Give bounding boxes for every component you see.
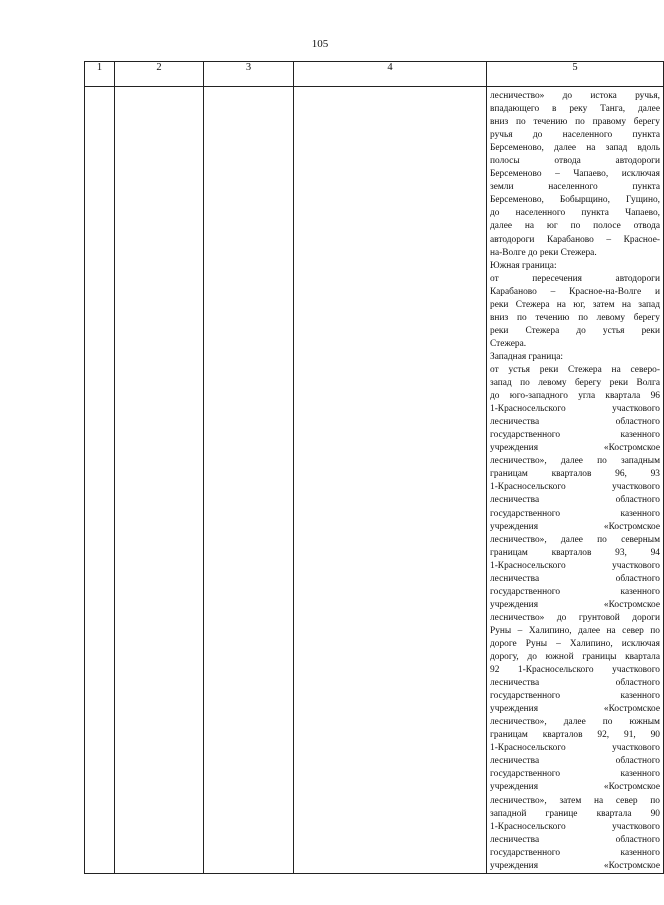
text-line: Руны – Халипино, далее на север по — [490, 625, 660, 636]
text-line: дороге Руны – Халипино, исключая — [490, 638, 660, 649]
text-line: государственного казенного — [490, 586, 660, 597]
text-line: 1-Красносельского участкового — [490, 404, 660, 415]
text-line: государственного казенного — [490, 430, 660, 441]
text-line: 1-Красносельского участкового — [490, 743, 660, 754]
text-line: запад по левому берегу реки Волга — [490, 378, 660, 389]
text-line: лесничество», затем на север по — [490, 795, 660, 806]
text-line: Стежера. — [490, 338, 527, 349]
text-line: реки Стежера до устья реки — [490, 325, 660, 336]
column-header-3: 3 — [204, 62, 294, 87]
boundary-table — [84, 61, 664, 874]
text-line: 1-Красносельского участкового — [490, 560, 660, 571]
text-line: лесничество» до истока ручья, — [490, 91, 660, 101]
text-line: Берсеменово, Бобырщино, Гущино, — [490, 195, 660, 206]
cell-column-2 — [115, 87, 204, 874]
table-row — [85, 87, 664, 874]
text-line: лесничества областного — [490, 678, 660, 689]
cell-column-5-boundary-description — [487, 87, 664, 874]
text-line: на-Волге до реки Стежера. — [490, 247, 597, 258]
text-line: государственного казенного — [490, 769, 660, 780]
text-line: 1-Красносельского участкового — [490, 482, 660, 493]
text-line: учреждения «Костромское — [490, 782, 660, 793]
text-line: лесничества областного — [490, 495, 660, 506]
text-line: учреждения «Костромское — [490, 704, 660, 715]
text-line: далее на юг по полосе отвода — [490, 221, 660, 232]
text-line: Западная граница: — [490, 351, 564, 362]
text-line: границам кварталов 92, 91, 90 — [490, 730, 660, 741]
text-line: учреждения «Костромское — [490, 443, 660, 454]
table-header-row — [85, 62, 664, 87]
text-line: вниз по течению по правому берегу — [490, 117, 660, 128]
text-line: государственного казенного — [490, 508, 660, 519]
boundary-description-text — [490, 90, 660, 873]
text-line: Берсеменово, далее на запад вдоль — [490, 143, 660, 154]
cell-column-1 — [85, 87, 115, 874]
text-line: от пересечения автодороги — [490, 273, 660, 284]
cell-column-4 — [294, 87, 487, 874]
column-header-5: 5 — [487, 62, 664, 87]
text-line: лесничество», далее по северным — [490, 534, 660, 545]
text-line: лесничество», далее по западным — [490, 456, 660, 467]
text-line: автодороги Карабаново – Красное- — [490, 234, 660, 245]
text-line: границам кварталов 93, 94 — [490, 547, 660, 558]
text-line: лесничества областного — [490, 834, 660, 845]
text-line: дорогу, до южной границы квартала — [490, 652, 660, 663]
page-number: 105 — [311, 38, 329, 50]
text-line: Берсеменово – Чапаево, исключая — [490, 169, 660, 180]
text-line: ручья до населенного пункта — [490, 130, 660, 141]
text-line: учреждения «Костромское — [490, 521, 660, 532]
cell-column-3 — [204, 87, 294, 874]
text-line: учреждения «Костромское — [490, 599, 660, 610]
text-line: земли населенного пункта — [490, 182, 660, 193]
text-line: лесничества областного — [490, 756, 660, 767]
text-line: учреждения «Костромское — [490, 860, 660, 871]
text-line: 92 1-Красносельского участкового — [490, 665, 660, 676]
text-line: границам кварталов 96, 93 — [490, 469, 660, 480]
text-line: реки Стежера на юг, затем на запад — [490, 299, 660, 310]
text-line: вниз по течению по левому берегу — [490, 312, 660, 323]
text-line: лесничество», далее по южным — [490, 717, 660, 728]
text-line: полосы отвода автодороги — [490, 156, 660, 167]
text-line: 1-Красносельского участкового — [490, 821, 660, 832]
text-line: от устья реки Стежера на северо- — [490, 364, 660, 375]
column-header-4: 4 — [294, 62, 487, 87]
text-line: Южная граница: — [490, 260, 557, 271]
text-line: западной границе квартала 90 — [490, 808, 660, 819]
column-header-1: 1 — [85, 62, 115, 87]
text-line: лесничество» до грунтовой дороги — [490, 612, 660, 623]
text-line: до населенного пункта Чапаево, — [490, 208, 660, 219]
text-line: лесничества областного — [490, 417, 660, 428]
text-line: государственного казенного — [490, 691, 660, 702]
text-line: до юго-западного угла квартала 96 — [490, 391, 660, 402]
text-line: Карабаново – Красное-на-Волге и — [490, 286, 660, 297]
text-line: лесничества областного — [490, 573, 660, 584]
text-line: впадающего в реку Танга, далее — [490, 104, 660, 115]
column-header-2: 2 — [115, 62, 204, 87]
text-line: государственного казенного — [490, 847, 660, 858]
